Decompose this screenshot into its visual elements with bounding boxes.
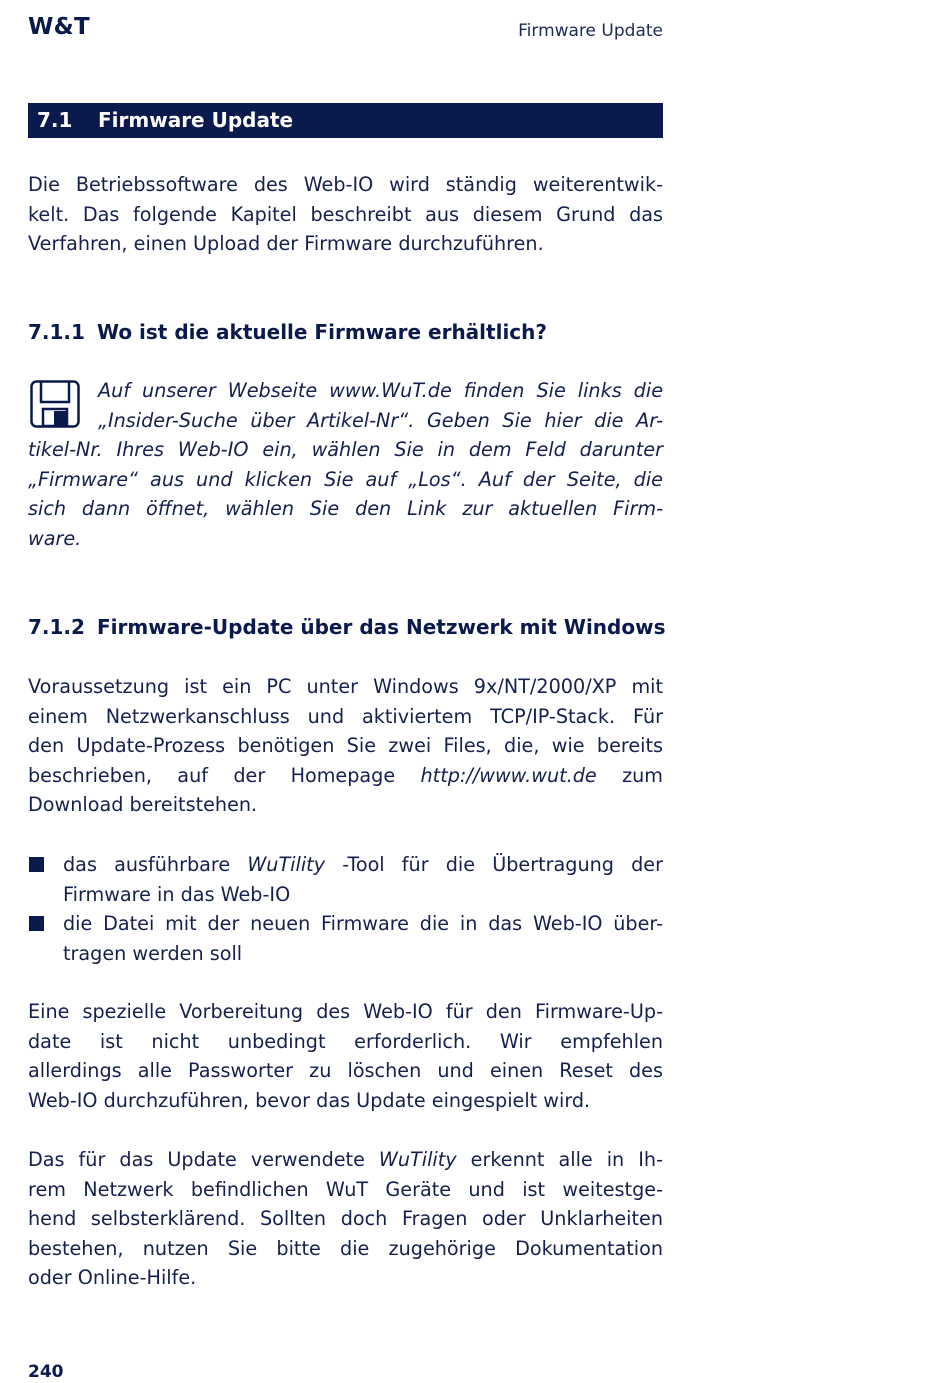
homepage-link[interactable]: http://www.wut.de xyxy=(420,763,597,787)
tool-name: WuTility xyxy=(378,1148,457,1171)
intro-line: Verfahren, einen Upload der Firmware durchzuführen. xyxy=(28,232,544,256)
bullet-square-icon xyxy=(29,857,44,872)
bullet-line xyxy=(63,850,663,880)
requirements-line: Download bereitstehen. xyxy=(28,793,258,817)
bullet-item xyxy=(63,850,663,909)
subsection-title: Firmware-Update über das Netzwerk mit Windows xyxy=(97,615,666,639)
text-fragment: beschrieben, auf der Homepage xyxy=(28,763,421,787)
section-number: 7.1 xyxy=(37,108,73,132)
preparation-line: allerdings alle Passworter zu löschen und einen Reset des xyxy=(28,1059,663,1083)
running-header-title: Firmware Update xyxy=(518,21,663,41)
tool-paragraph xyxy=(28,1145,663,1293)
text-fragment: Das für das Update verwendete xyxy=(28,1148,379,1171)
bullet-line: Firmware in das Web-IO xyxy=(63,882,291,906)
requirements-line: Voraussetzung ist ein PC unter Windows 9x/NT/2000/XP mit xyxy=(28,675,663,698)
intro-line: kelt. Das folgende Kapitel beschreibt aus diesem Grund das xyxy=(28,202,663,226)
page-number: 240 xyxy=(28,1362,64,1382)
note-paragraph xyxy=(28,376,663,554)
bullet-square-icon xyxy=(29,916,44,931)
note-line: „Insider-Suche über Artikel-Nr“. Geben Sie hier die Ar- xyxy=(98,408,663,432)
note-line: Auf unserer Webseite www.WuT.de finden Sie links die xyxy=(98,379,663,402)
requirements-line: einem Netzwerkanschluss und aktiviertem TCP/IP-Stack. Für xyxy=(28,704,663,728)
preparation-paragraph xyxy=(28,997,663,1115)
subsection-title: Wo ist die aktuelle Firmware erhältlich? xyxy=(97,320,547,344)
subsection-heading-availability xyxy=(28,320,547,344)
requirements-line: den Update-Prozess benötigen Sie zwei Files, die, wie bereits xyxy=(28,734,663,758)
text-fragment: -Tool für die Übertragung der xyxy=(325,853,663,876)
note-line: „Firmware“ aus und klicken Sie auf „Los“. Auf der Seite, die xyxy=(28,467,663,491)
bullet-line: tragen werden soll xyxy=(63,941,243,965)
subsection-number: 7.1.2 xyxy=(28,615,85,639)
requirements-paragraph xyxy=(28,672,663,820)
tool-line xyxy=(28,1145,663,1175)
tool-line: bestehen, nutzen Sie bitte die zugehörige Dokumentation xyxy=(28,1236,663,1260)
note-line: tikel-Nr. Ihres Web-IO ein, wählen Sie in dem Feld darunter xyxy=(28,438,663,462)
tool-line: rem Netzwerk befindlichen WuT Geräte und ist weitestge- xyxy=(28,1177,663,1201)
preparation-line: Eine spezielle Vorbereitung des Web-IO für den Firmware-Up- xyxy=(28,1000,663,1023)
note-line: sich dann öffnet, wählen Sie den Link zur aktuellen Firm- xyxy=(28,497,663,521)
text-fragment: zum xyxy=(596,763,663,787)
tool-name: WuTility xyxy=(247,853,326,876)
tool-line: hend selbsterklärend. Sollten doch Fragen oder Unklarheiten xyxy=(28,1207,663,1231)
subsection-heading-network-update xyxy=(28,615,666,639)
intro-paragraph xyxy=(28,170,663,259)
section-title: Firmware Update xyxy=(98,108,294,132)
subsection-number: 7.1.1 xyxy=(28,320,85,344)
preparation-line: Web-IO durchzuführen, bevor das Update eingespielt wird. xyxy=(28,1088,591,1112)
text-fragment: erkennt alle in Ih- xyxy=(456,1148,663,1171)
text-fragment: das ausführbare xyxy=(63,853,248,876)
bullet-line: die Datei mit der neuen Firmware die in das Web-IO über- xyxy=(63,912,663,935)
requirements-line-url xyxy=(28,761,663,791)
bullet-item xyxy=(63,909,663,968)
intro-line: Die Betriebssoftware des Web-IO wird ständig weiterentwik- xyxy=(28,173,663,196)
section-heading-bar xyxy=(28,103,663,138)
preparation-line: date ist nicht unbedingt erforderlich. Wir empfehlen xyxy=(28,1029,663,1053)
tool-line: oder Online-Hilfe. xyxy=(28,1266,197,1290)
note-line: ware. xyxy=(28,526,82,550)
brand-logo: W&T xyxy=(28,14,91,40)
